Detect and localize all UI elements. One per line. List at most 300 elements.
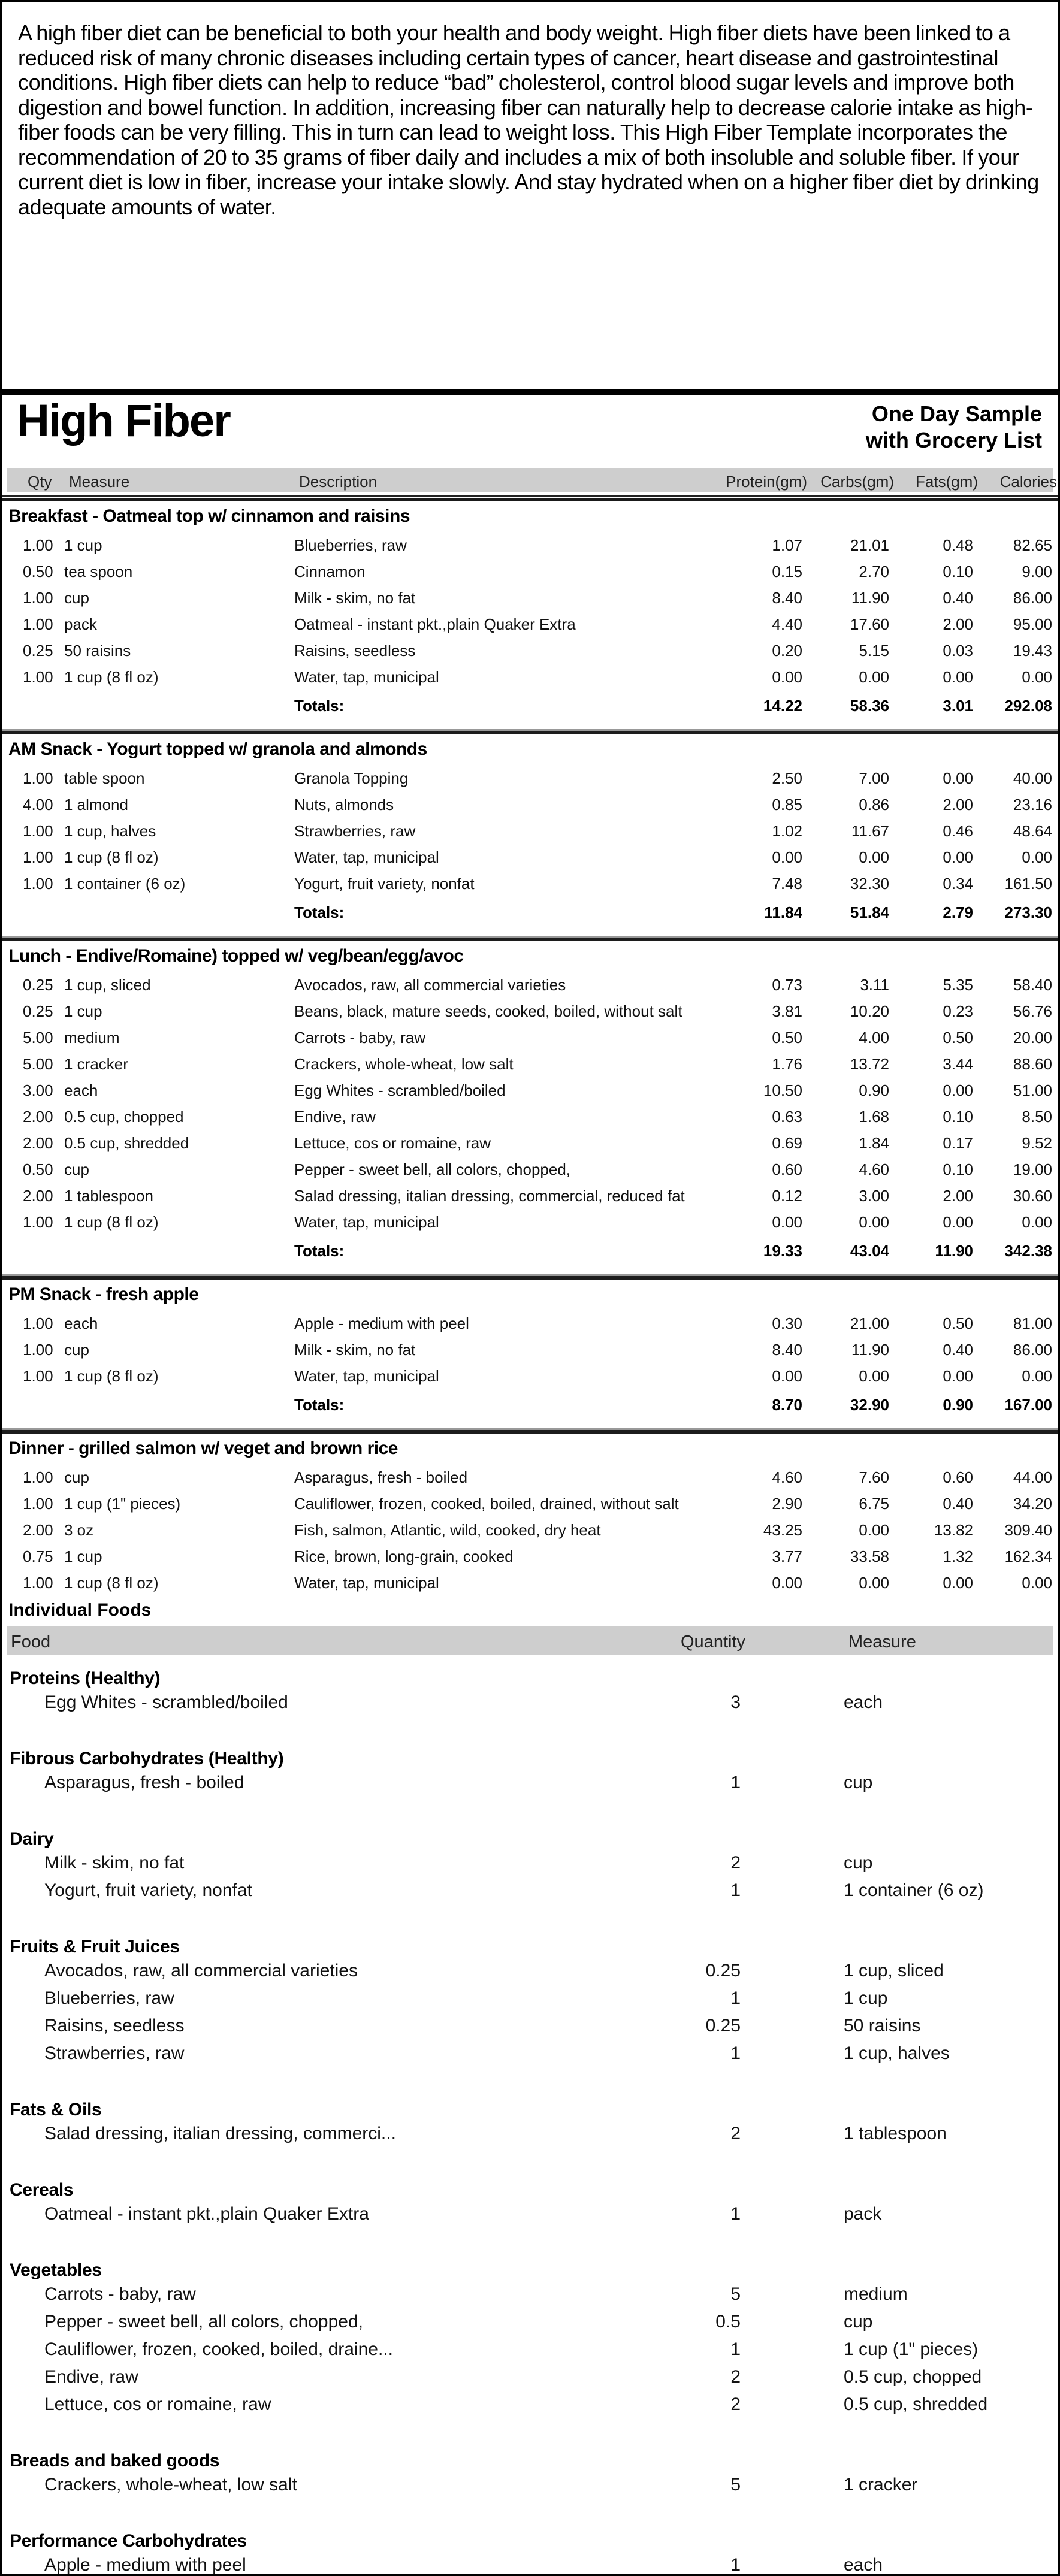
food-name-cell: Carrots - baby, raw xyxy=(44,2284,196,2304)
measure-cell: 50 raisins xyxy=(64,642,131,660)
food-measure-cell: 1 cup xyxy=(844,1988,888,2008)
food-measure-cell: 1 container (6 oz) xyxy=(844,1880,984,1900)
meal-totals-row xyxy=(2,1237,1058,1266)
column-header-description: Description xyxy=(299,473,378,491)
qty-cell: 1.00 xyxy=(23,875,53,893)
description-cell: Endive, raw xyxy=(294,1108,376,1126)
meal-totals-row xyxy=(2,692,1058,721)
fats-cell: 0.48 xyxy=(943,536,973,554)
food-quantity-cell: 0.25 xyxy=(705,2016,741,2036)
food-quantity-cell: 1 xyxy=(730,2555,741,2575)
protein-cell: 4.40 xyxy=(772,615,802,633)
description-cell: Milk - skim, no fat xyxy=(294,1341,416,1359)
description-cell: Fish, salmon, Atlantic, wild, cooked, dry heat xyxy=(294,1521,601,1539)
measure-cell: 1 cup xyxy=(64,1002,102,1020)
food-category-header: Fibrous Carbohydrates (Healthy) xyxy=(10,1749,284,1768)
intro-paragraph: A high fiber diet can be beneficial to both your health and body weight. High fiber diets have been linked to a reduced risk of many chronic diseases including certain types of cancer, heart disease and gastrointestinal conditions. High fiber diets can help to reduce “bad” cholesterol, control blood sugar levels and improve both digestion and bowel function. In addition, increasing fiber can naturally help to decrease calorie intake as high-fiber foods can be very filling. This in turn can lead to weight loss. This High Fiber Template incorporates the recommendation of 20 to 35 grams of fiber daily and includes a mix of both insoluble and soluble fiber. If your current diet is low in fiber, increase your intake slowly. And stay hydrated when on a higher fiber diet by drinking adequate amounts of water. xyxy=(18,20,1039,219)
food-quantity-cell: 5 xyxy=(730,2475,741,2495)
fats-cell: 0.00 xyxy=(943,1367,973,1385)
qty-cell: 5.00 xyxy=(23,1029,53,1047)
description-cell: Cauliflower, frozen, cooked, boiled, drained, without salt xyxy=(294,1495,679,1513)
food-name-cell: Egg Whites - scrambled/boiled xyxy=(44,1692,288,1712)
calories-cell: 0.00 xyxy=(1022,1367,1052,1385)
meal-row xyxy=(2,1050,1058,1077)
meal-row xyxy=(2,1129,1058,1156)
meal-section-header: Dinner - grilled salmon w/ veget and brown rice xyxy=(8,1438,398,1458)
totals-carbs-cell: 51.84 xyxy=(850,903,889,921)
calories-cell: 9.52 xyxy=(1022,1134,1052,1152)
calories-cell: 8.50 xyxy=(1022,1108,1052,1126)
calories-cell: 9.00 xyxy=(1022,563,1052,580)
fats-cell: 0.40 xyxy=(943,589,973,607)
food-name-cell: Cauliflower, frozen, cooked, boiled, draine... xyxy=(44,2339,393,2359)
meal-row xyxy=(2,1103,1058,1129)
calories-cell: 82.65 xyxy=(1013,536,1052,554)
measure-cell: 0.5 cup, shredded xyxy=(64,1134,189,1152)
carbs-cell: 0.00 xyxy=(859,668,889,686)
measure-cell: cup xyxy=(64,1468,89,1486)
meal-section-separator xyxy=(2,729,1058,734)
food-name-cell: Raisins, seedless xyxy=(44,2016,185,2036)
calories-cell: 20.00 xyxy=(1013,1029,1052,1047)
measure-cell: medium xyxy=(64,1029,120,1047)
meal-row xyxy=(2,531,1058,558)
food-quantity-cell: 1 xyxy=(730,1773,741,1792)
food-item-row xyxy=(2,2012,1058,2040)
calories-cell: 88.60 xyxy=(1013,1055,1052,1073)
totals-carbs-cell: 32.90 xyxy=(850,1396,889,1414)
fats-cell: 0.23 xyxy=(943,1002,973,1020)
calories-cell: 51.00 xyxy=(1013,1081,1052,1099)
page-title: High Fiber xyxy=(17,395,230,446)
description-cell: Beans, black, mature seeds, cooked, boiled, without salt xyxy=(294,1002,682,1020)
subtitle-line-1: One Day Sample xyxy=(871,401,1042,426)
fats-cell: 0.10 xyxy=(943,1160,973,1178)
meal-totals-row xyxy=(2,899,1058,927)
fats-cell: 0.60 xyxy=(943,1468,973,1486)
measure-cell: cup xyxy=(64,1160,89,1178)
qty-cell: 1.00 xyxy=(23,615,53,633)
totals-fats-cell: 0.90 xyxy=(943,1396,973,1414)
food-category-header: Dairy xyxy=(10,1829,54,1849)
measure-cell: 1 cup (8 fl oz) xyxy=(64,668,159,686)
description-cell: Cinnamon xyxy=(294,563,366,580)
qty-cell: 0.25 xyxy=(23,1002,53,1020)
meal-row xyxy=(2,1490,1058,1516)
food-measure-cell: cup xyxy=(844,2312,873,2332)
carbs-cell: 32.30 xyxy=(850,875,889,893)
description-cell: Nuts, almonds xyxy=(294,796,394,814)
food-quantity-cell: 1 xyxy=(730,2339,741,2359)
description-cell: Crackers, whole-wheat, low salt xyxy=(294,1055,514,1073)
protein-cell: 1.76 xyxy=(772,1055,802,1073)
protein-cell: 0.00 xyxy=(772,1574,802,1592)
food-group xyxy=(2,2445,1058,2499)
food-name-cell: Endive, raw xyxy=(44,2367,138,2387)
description-cell: Carrots - baby, raw xyxy=(294,1029,426,1047)
qty-cell: 1.00 xyxy=(23,1574,53,1592)
carbs-cell: 0.90 xyxy=(859,1081,889,1099)
food-name-cell: Pepper - sweet bell, all colors, chopped, xyxy=(44,2312,363,2332)
measure-cell: 1 container (6 oz) xyxy=(64,875,186,893)
food-item-row xyxy=(2,1769,1058,1797)
meal-row xyxy=(2,663,1058,690)
measure-cell: 1 tablespoon xyxy=(64,1187,153,1205)
food-quantity-cell: 0.5 xyxy=(715,2312,741,2332)
totals-protein-cell: 8.70 xyxy=(772,1396,802,1414)
fats-cell: 0.40 xyxy=(943,1341,973,1359)
qty-cell: 1.00 xyxy=(23,1495,53,1513)
qty-cell: 3.00 xyxy=(23,1081,53,1099)
fats-cell: 0.17 xyxy=(943,1134,973,1152)
carbs-cell: 0.00 xyxy=(859,1367,889,1385)
food-name-cell: Oatmeal - instant pkt.,plain Quaker Extra xyxy=(44,2204,369,2224)
foods-column-header-food: Food xyxy=(11,1632,51,1652)
food-quantity-cell: 0.25 xyxy=(705,1961,741,1981)
food-group xyxy=(2,2254,1058,2418)
measure-cell: 1 cup (8 fl oz) xyxy=(64,848,159,866)
food-category-header: Fats & Oils xyxy=(10,2100,102,2120)
fats-cell: 0.00 xyxy=(943,1213,973,1231)
measure-cell: 0.5 cup, chopped xyxy=(64,1108,184,1126)
meal-section-header: Lunch - Endive/Romaine) topped w/ veg/bean/egg/avoc xyxy=(8,946,464,966)
protein-cell: 0.20 xyxy=(772,642,802,660)
food-group xyxy=(2,1823,1058,1904)
food-item-row xyxy=(2,2391,1058,2418)
fats-cell: 5.35 xyxy=(943,976,973,994)
carbs-cell: 2.70 xyxy=(859,563,889,580)
description-cell: Rice, brown, long-grain, cooked xyxy=(294,1547,514,1565)
meal-row xyxy=(2,1310,1058,1336)
food-name-cell: Yogurt, fruit variety, nonfat xyxy=(44,1880,252,1900)
measure-cell: 1 almond xyxy=(64,796,128,814)
measure-cell: pack xyxy=(64,615,97,633)
measure-cell: 1 cracker xyxy=(64,1055,128,1073)
meal-row xyxy=(2,1362,1058,1389)
food-name-cell: Avocados, raw, all commercial varieties xyxy=(44,1961,358,1981)
food-name-cell: Salad dressing, italian dressing, commerci... xyxy=(44,2124,396,2143)
food-group xyxy=(2,1662,1058,1716)
carbs-cell: 11.90 xyxy=(851,589,889,607)
food-quantity-cell: 3 xyxy=(730,1692,741,1712)
description-cell: Asparagus, fresh - boiled xyxy=(294,1468,468,1486)
protein-cell: 0.69 xyxy=(772,1134,802,1152)
fats-cell: 0.10 xyxy=(943,1108,973,1126)
food-group xyxy=(2,2094,1058,2148)
food-group xyxy=(2,2525,1058,2576)
calories-cell: 44.00 xyxy=(1013,1468,1052,1486)
meal-section-separator xyxy=(2,936,1058,941)
measure-cell: 1 cup (8 fl oz) xyxy=(64,1574,159,1592)
food-measure-cell: 1 tablespoon xyxy=(844,2124,947,2143)
measure-cell: each xyxy=(64,1081,98,1099)
description-cell: Water, tap, municipal xyxy=(294,1367,439,1385)
document-header xyxy=(2,395,1058,468)
fats-cell: 0.00 xyxy=(943,769,973,787)
description-cell: Water, tap, municipal xyxy=(294,1213,439,1231)
measure-cell: table spoon xyxy=(64,769,145,787)
qty-cell: 2.00 xyxy=(23,1521,53,1539)
measure-cell: cup xyxy=(64,589,89,607)
description-cell: Oatmeal - instant pkt.,plain Quaker Extra xyxy=(294,615,576,633)
fats-cell: 2.00 xyxy=(943,1187,973,1205)
fats-cell: 2.00 xyxy=(943,615,973,633)
column-header-carbs: Carbs(gm) xyxy=(820,473,894,491)
fats-cell: 0.00 xyxy=(943,848,973,866)
totals-label: Totals: xyxy=(294,903,345,921)
carbs-cell: 21.00 xyxy=(850,1314,889,1332)
meal-section-separator xyxy=(2,1274,1058,1280)
meal-sections xyxy=(2,501,1058,1595)
meal-row xyxy=(2,997,1058,1024)
meal-row xyxy=(2,1077,1058,1103)
description-cell: Granola Topping xyxy=(294,769,409,787)
food-item-row xyxy=(2,1849,1058,1877)
food-item-row xyxy=(2,2363,1058,2391)
fats-cell: 0.50 xyxy=(943,1314,973,1332)
protein-cell: 3.81 xyxy=(772,1002,802,1020)
column-header-fats: Fats(gm) xyxy=(916,473,978,491)
qty-cell: 1.00 xyxy=(23,1468,53,1486)
totals-carbs-cell: 58.36 xyxy=(850,697,889,715)
carbs-cell: 0.86 xyxy=(859,796,889,814)
meal-section-header: PM Snack - fresh apple xyxy=(8,1284,199,1304)
totals-protein-cell: 19.33 xyxy=(763,1242,802,1260)
food-item-row xyxy=(2,2040,1058,2067)
carbs-cell: 1.68 xyxy=(859,1108,889,1126)
calories-cell: 0.00 xyxy=(1022,848,1052,866)
meal-row xyxy=(2,791,1058,817)
meal-row xyxy=(2,1156,1058,1182)
meal-row xyxy=(2,1024,1058,1050)
meal-row xyxy=(2,817,1058,843)
carbs-cell: 10.20 xyxy=(850,1002,889,1020)
protein-cell: 0.85 xyxy=(772,796,802,814)
measure-cell: cup xyxy=(64,1341,89,1359)
meal-section-separator xyxy=(2,1428,1058,1434)
carbs-cell: 33.58 xyxy=(850,1547,889,1565)
carbs-cell: 21.01 xyxy=(850,536,889,554)
carbs-cell: 7.00 xyxy=(859,769,889,787)
totals-label: Totals: xyxy=(294,1396,345,1414)
protein-cell: 0.73 xyxy=(772,976,802,994)
calories-cell: 81.00 xyxy=(1013,1314,1052,1332)
food-category-header: Cereals xyxy=(10,2180,74,2200)
qty-cell: 4.00 xyxy=(23,796,53,814)
description-cell: Water, tap, municipal xyxy=(294,848,439,866)
intro-separator-rule xyxy=(2,389,1058,395)
qty-cell: 0.25 xyxy=(23,976,53,994)
food-quantity-cell: 5 xyxy=(730,2284,741,2304)
qty-cell: 1.00 xyxy=(23,848,53,866)
calories-cell: 161.50 xyxy=(1004,875,1052,893)
qty-cell: 1.00 xyxy=(23,1213,53,1231)
totals-fats-cell: 11.90 xyxy=(935,1242,973,1260)
calories-cell: 19.43 xyxy=(1013,642,1052,660)
food-name-cell: Strawberries, raw xyxy=(44,2043,185,2063)
column-header-protein: Protein(gm) xyxy=(726,473,807,491)
carbs-cell: 11.90 xyxy=(851,1341,889,1359)
calories-cell: 95.00 xyxy=(1013,615,1052,633)
protein-cell: 0.60 xyxy=(772,1160,802,1178)
food-measure-cell: 0.5 cup, shredded xyxy=(844,2394,988,2414)
description-cell: Milk - skim, no fat xyxy=(294,589,416,607)
totals-calories-cell: 342.38 xyxy=(1004,1242,1052,1260)
food-item-row xyxy=(2,1985,1058,2012)
carbs-cell: 11.67 xyxy=(851,822,889,840)
meal-row xyxy=(2,1182,1058,1208)
food-measure-cell: pack xyxy=(844,2204,882,2224)
carbs-cell: 7.60 xyxy=(859,1468,889,1486)
calories-cell: 0.00 xyxy=(1022,1574,1052,1592)
qty-cell: 1.00 xyxy=(23,536,53,554)
fats-cell: 2.00 xyxy=(943,796,973,814)
description-cell: Raisins, seedless xyxy=(294,642,416,660)
calories-cell: 19.00 xyxy=(1013,1160,1052,1178)
meal-row xyxy=(2,1543,1058,1569)
qty-cell: 0.50 xyxy=(23,1160,53,1178)
fats-cell: 1.32 xyxy=(943,1547,973,1565)
totals-calories-cell: 273.30 xyxy=(1004,903,1052,921)
meal-row xyxy=(2,1516,1058,1543)
totals-calories-cell: 167.00 xyxy=(1004,1396,1052,1414)
protein-cell: 0.50 xyxy=(772,1029,802,1047)
fats-cell: 3.44 xyxy=(943,1055,973,1073)
fats-cell: 0.00 xyxy=(943,1081,973,1099)
meal-row xyxy=(2,1336,1058,1362)
protein-cell: 0.12 xyxy=(772,1187,802,1205)
qty-cell: 0.25 xyxy=(23,642,53,660)
food-quantity-cell: 1 xyxy=(730,1880,741,1900)
foods-column-header-bar xyxy=(7,1626,1053,1655)
column-header-calories: Calories xyxy=(999,473,1057,491)
totals-calories-cell: 292.08 xyxy=(1004,697,1052,715)
food-category-header: Performance Carbohydrates xyxy=(10,2531,247,2551)
food-measure-cell: each xyxy=(844,1692,883,1712)
totals-carbs-cell: 43.04 xyxy=(850,1242,889,1260)
food-name-cell: Blueberries, raw xyxy=(44,1988,174,2008)
fats-cell: 13.82 xyxy=(934,1521,973,1539)
description-cell: Water, tap, municipal xyxy=(294,1574,439,1592)
qty-cell: 1.00 xyxy=(23,668,53,686)
carbs-cell: 4.60 xyxy=(859,1160,889,1178)
calories-cell: 23.16 xyxy=(1013,796,1052,814)
food-quantity-cell: 2 xyxy=(730,2394,741,2414)
totals-label: Totals: xyxy=(294,697,345,715)
protein-cell: 2.90 xyxy=(772,1495,802,1513)
calories-cell: 48.64 xyxy=(1013,822,1052,840)
meal-row xyxy=(2,1208,1058,1235)
food-group xyxy=(2,1931,1058,2067)
protein-cell: 8.40 xyxy=(772,589,802,607)
food-measure-cell: medium xyxy=(844,2284,908,2304)
calories-cell: 30.60 xyxy=(1013,1187,1052,1205)
food-name-cell: Crackers, whole-wheat, low salt xyxy=(44,2475,297,2495)
food-measure-cell: cup xyxy=(844,1853,873,1873)
qty-cell: 2.00 xyxy=(23,1187,53,1205)
food-group xyxy=(2,2174,1058,2228)
protein-cell: 8.40 xyxy=(772,1341,802,1359)
protein-cell: 0.00 xyxy=(772,848,802,866)
qty-cell: 1.00 xyxy=(23,1314,53,1332)
food-item-row xyxy=(2,1689,1058,1716)
totals-protein-cell: 14.22 xyxy=(763,697,802,715)
description-cell: Lettuce, cos or romaine, raw xyxy=(294,1134,491,1152)
qty-cell: 2.00 xyxy=(23,1108,53,1126)
protein-cell: 0.63 xyxy=(772,1108,802,1126)
carbs-cell: 13.72 xyxy=(850,1055,889,1073)
protein-cell: 10.50 xyxy=(763,1081,802,1099)
calories-cell: 40.00 xyxy=(1013,769,1052,787)
measure-cell: 3 oz xyxy=(64,1521,94,1539)
measure-cell: tea spoon xyxy=(64,563,133,580)
carbs-cell: 5.15 xyxy=(859,642,889,660)
fats-cell: 0.00 xyxy=(943,1574,973,1592)
calories-cell: 86.00 xyxy=(1013,1341,1052,1359)
food-category-header: Proteins (Healthy) xyxy=(10,1668,161,1688)
meal-row xyxy=(2,843,1058,870)
qty-cell: 5.00 xyxy=(23,1055,53,1073)
meal-row xyxy=(2,558,1058,584)
meal-row xyxy=(2,971,1058,997)
calories-cell: 34.20 xyxy=(1013,1495,1052,1513)
protein-cell: 43.25 xyxy=(763,1521,802,1539)
protein-cell: 1.02 xyxy=(772,822,802,840)
foods-column-header-measure: Measure xyxy=(848,1632,916,1652)
food-measure-cell: each xyxy=(844,2555,883,2575)
page-subtitle xyxy=(866,401,1042,453)
food-category-header: Vegetables xyxy=(10,2260,102,2280)
meal-row xyxy=(2,764,1058,791)
protein-cell: 3.77 xyxy=(772,1547,802,1565)
food-category-header: Breads and baked goods xyxy=(10,2451,220,2471)
carbs-cell: 6.75 xyxy=(859,1495,889,1513)
fats-cell: 0.00 xyxy=(943,668,973,686)
protein-cell: 0.00 xyxy=(772,1213,802,1231)
carbs-cell: 4.00 xyxy=(859,1029,889,1047)
measure-cell: 1 cup xyxy=(64,1547,102,1565)
carbs-cell: 0.00 xyxy=(859,1213,889,1231)
food-measure-cell: 0.5 cup, chopped xyxy=(844,2367,982,2387)
calories-cell: 0.00 xyxy=(1022,1213,1052,1231)
food-measure-cell: cup xyxy=(844,1773,873,1792)
fats-cell: 0.50 xyxy=(943,1029,973,1047)
food-quantity-cell: 1 xyxy=(730,1988,741,2008)
measure-cell: 1 cup (1" pieces) xyxy=(64,1495,181,1513)
description-cell: Yogurt, fruit variety, nonfat xyxy=(294,875,475,893)
description-cell: Avocados, raw, all commercial varieties xyxy=(294,976,566,994)
food-item-row xyxy=(2,2120,1058,2148)
description-cell: Strawberries, raw xyxy=(294,822,416,840)
qty-cell: 1.00 xyxy=(23,1367,53,1385)
meal-row xyxy=(2,610,1058,637)
calories-cell: 309.40 xyxy=(1004,1521,1052,1539)
meal-row xyxy=(2,870,1058,896)
food-item-row xyxy=(2,2471,1058,2499)
measure-cell: 1 cup, halves xyxy=(64,822,156,840)
food-name-cell: Apple - medium with peel xyxy=(44,2555,246,2575)
fats-cell: 0.34 xyxy=(943,875,973,893)
meal-totals-row xyxy=(2,1391,1058,1420)
qty-cell: 1.00 xyxy=(23,822,53,840)
column-header-measure: Measure xyxy=(69,473,130,491)
meal-row xyxy=(2,584,1058,610)
qty-cell: 2.00 xyxy=(23,1134,53,1152)
calories-cell: 86.00 xyxy=(1013,589,1052,607)
qty-cell: 0.50 xyxy=(23,563,53,580)
food-quantity-cell: 2 xyxy=(730,2367,741,2387)
protein-cell: 0.00 xyxy=(772,668,802,686)
